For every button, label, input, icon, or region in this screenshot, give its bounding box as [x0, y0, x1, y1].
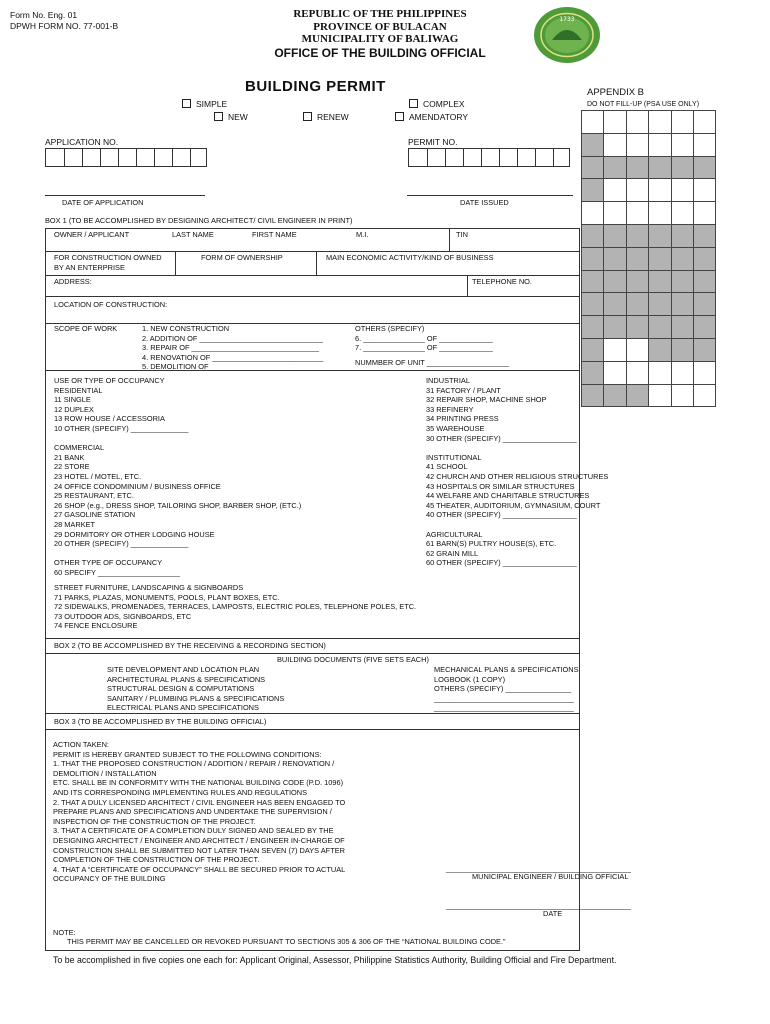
new-option[interactable]: NEW [214, 112, 248, 122]
condition-line: CONSTRUCTION SHALL BE SUBMITTED NOT LATER THAN SEVEN (7) DAYS AFTER [53, 845, 345, 855]
psa-grid-row [582, 270, 716, 293]
psa-grid-cell [582, 224, 604, 247]
psa-grid-cell [626, 247, 648, 270]
occupancy-item: 62 GRAIN MILL [426, 548, 479, 558]
condition-line: PERMIT IS HEREBY GRANTED SUBJECT TO THE FOLLOWING CONDITIONS: [53, 749, 322, 759]
psa-grid-row [582, 202, 716, 225]
box3-title: BOX 3 (TO BE ACCOMPLISHED BY THE BUILDING OFFICIAL) [54, 717, 267, 726]
occupancy-item: 32 REPAIR SHOP, MACHINE SHOP [426, 395, 547, 405]
psa-grid-cell [693, 202, 715, 225]
occupancy-left-list [54, 376, 301, 577]
psa-grid-cell [582, 156, 604, 179]
psa-grid-cell [649, 338, 671, 361]
occupancy-item: 35 WAREHOUSE [426, 423, 485, 433]
psa-grid-cell [626, 384, 648, 407]
street-furniture-list [54, 583, 416, 631]
psa-grid-row [582, 111, 716, 134]
province-line: PROVINCE OF BULACAN [313, 20, 447, 33]
street-furniture-item: 74 FENCE ENCLOSURE [54, 621, 138, 631]
psa-grid-cell [671, 111, 693, 134]
psa-grid-cell [671, 384, 693, 407]
form-of-ownership-label: FORM OF OWNERSHIP [201, 253, 283, 262]
occupancy-item: 21 BANK [54, 452, 85, 462]
psa-grid-cell [649, 111, 671, 134]
psa-grid-cell [582, 293, 604, 316]
occupancy-item: INSTITUTIONAL [426, 452, 482, 462]
occupancy-item: 30 OTHER (SPECIFY) __________________ [426, 433, 577, 443]
building-documents-title: BUILDING DOCUMENTS (FIVE SETS EACH) [277, 655, 429, 664]
occupancy-item: 61 BARN(S) PULTRY HOUSE(S), ETC. [426, 539, 557, 549]
scope-item: 2. ADDITION OF ______________________________ [142, 333, 323, 343]
psa-grid-cell [693, 224, 715, 247]
psa-grid-cell [626, 179, 648, 202]
occupancy-item: 28 MARKET [54, 519, 96, 529]
psa-grid-row [582, 247, 716, 270]
scope-right-list [355, 324, 493, 353]
occupancy-item: 12 DUPLEX [54, 404, 94, 414]
occupancy-item: RESIDENTIAL [54, 385, 103, 395]
document-item: STRUCTURAL DESIGN & COMPUTATIONS [107, 684, 255, 694]
date-of-application-label: DATE OF APPLICATION [62, 198, 144, 207]
document-item: __________________________________ [434, 703, 574, 713]
date-of-application-line[interactable] [45, 195, 205, 196]
psa-grid-cell [671, 338, 693, 361]
scope-other-item: OTHERS (SPECIFY) [355, 324, 425, 333]
psa-grid-cell [604, 133, 626, 156]
occupancy-item: 24 OFFICE CONDOMINIUM / BUSINESS OFFICE [54, 481, 221, 491]
scope-item: 3. REPAIR OF _______________________________ [142, 343, 319, 353]
scope-other-item: 6. _______________ OF _____________ [355, 333, 493, 343]
svg-text:1733: 1733 [559, 16, 575, 23]
psa-grid-cell [582, 179, 604, 202]
psa-grid-cell [604, 224, 626, 247]
occupancy-right-list [426, 376, 608, 568]
psa-grid-cell [693, 179, 715, 202]
scope-item: 5. DEMOLITION OF ___________________________ [142, 362, 322, 372]
psa-grid-cell [582, 338, 604, 361]
psa-grid-cell [693, 361, 715, 384]
psa-grid-cell [626, 202, 648, 225]
psa-grid-row [582, 179, 716, 202]
occupancy-item: 22 STORE [54, 462, 90, 472]
occupancy-item: 34 PRINTING PRESS [426, 414, 499, 424]
occupancy-item: INDUSTRIAL [426, 376, 470, 385]
documents-right-list [434, 665, 579, 713]
occupancy-item: 42 CHURCH AND OTHER RELIGIOUS STRUCTURES [426, 471, 609, 481]
occupancy-item [426, 520, 608, 530]
condition-line: 1. THAT THE PROPOSED CONSTRUCTION / ADDITION / REPAIR / RENOVATION / [53, 759, 335, 769]
psa-grid-cell [582, 111, 604, 134]
document-item: ARCHITECTURAL PLANS & SPECIFICATIONS [107, 674, 266, 684]
office-title: OFFICE OF THE BUILDING OFFICIAL [274, 46, 486, 60]
tin-label: TIN [456, 230, 468, 239]
scope-of-work-label: SCOPE OF WORK [54, 324, 118, 333]
occupancy-item: 44 WELFARE AND CHARITABLE STRUCTURES [426, 491, 590, 501]
psa-grid-row [582, 224, 716, 247]
condition-line: 2. THAT A DULY LICENSED ARCHITECT / CIVIL ENGINEER HAS BEEN ENGAGED TO [53, 797, 346, 807]
psa-grid-cell [649, 247, 671, 270]
psa-grid-cell [671, 156, 693, 179]
psa-grid-row [582, 293, 716, 316]
psa-grid-cell [693, 133, 715, 156]
scope-item: 1. NEW CONSTRUCTION [142, 324, 230, 333]
condition-line: OCCUPANCY OF THE BUILDING [53, 874, 166, 884]
simple-checkbox[interactable] [182, 99, 191, 108]
psa-grid-cell [604, 202, 626, 225]
psa-grid-cell [649, 133, 671, 156]
psa-grid-cell [626, 270, 648, 293]
psa-note: DO NOT FILL-UP (PSA USE ONLY) [587, 101, 700, 108]
telephone-label: TELEPHONE NO. [472, 277, 532, 286]
condition-line: ACTION TAKEN: [53, 740, 109, 749]
occupancy-item: 27 GASOLINE STATION [54, 510, 136, 520]
municipal-seal [532, 6, 602, 64]
complex-checkbox[interactable] [409, 99, 418, 108]
psa-grid-cell [604, 156, 626, 179]
psa-grid-cell [671, 316, 693, 339]
psa-grid-cell [626, 224, 648, 247]
psa-grid-cell [626, 361, 648, 384]
street-furniture-item: 73 OUTDOOR ADS, SIGNBOARDS, ETC [54, 611, 192, 621]
amendatory-option[interactable]: AMENDATORY [395, 112, 468, 122]
location-label: LOCATION OF CONSTRUCTION: [54, 300, 168, 309]
last-name-label: LAST NAME [172, 230, 214, 239]
psa-grid-cell [626, 156, 648, 179]
condition-line: DEMOLITION / INSTALLATION [53, 768, 157, 778]
occupancy-item: 26 SHOP (e.g., DRESS SHOP, TAILORING SHOP, BARBER SHOP, (ETC.) [54, 500, 302, 510]
document-title: BUILDING PERMIT [245, 78, 386, 95]
engineer-label: MUNICIPAL ENGINEER / BUILDING OFFICIAL [472, 872, 629, 881]
psa-grid-cell [693, 270, 715, 293]
occupancy-item: 41 SCHOOL [426, 462, 468, 472]
street-furniture-item: 71 PARKS, PLAZAS, MONUMENTS, POOLS, PLANT BOXES, ETC. [54, 592, 280, 602]
psa-grid-cell [693, 384, 715, 407]
psa-grid-cell [626, 338, 648, 361]
psa-grid-cell [649, 316, 671, 339]
psa-grid-cell [626, 133, 648, 156]
occupancy-item: 40 OTHER (SPECIFY) __________________ [426, 510, 577, 520]
date-label: DATE [543, 909, 563, 918]
application-no-label: APPLICATION NO. [45, 137, 119, 147]
psa-grid-cell [693, 293, 715, 316]
condition-line: AND ITS CORRESPONDING IMPLEMENTING RULES AND REGULATIONS [53, 787, 308, 797]
psa-grid-cell [693, 111, 715, 134]
amendatory-checkbox[interactable] [395, 112, 404, 121]
document-item: OTHERS (SPECIFY) ________________ [434, 684, 572, 694]
simple-option[interactable]: SIMPLE [182, 99, 227, 109]
note-label: NOTE: [53, 928, 76, 937]
psa-grid-cell [671, 224, 693, 247]
psa-grid-cell [582, 316, 604, 339]
header-block [190, 8, 570, 46]
condition-line: 3. THAT A CERTIFICATE OF A COMPLETION DULY SIGNED AND SEALED BY THE [53, 826, 334, 836]
psa-grid-row [582, 338, 716, 361]
document-item: MECHANICAL PLANS & SPECIFICATIONS [434, 665, 579, 674]
occupancy-item [426, 443, 608, 453]
occupancy-item: USE OR TYPE OF OCCUPANCY [54, 376, 165, 385]
psa-grid-cell [604, 316, 626, 339]
footer-note: To be accomplished in five copies one each for: Applicant Original, Assessor, Philippine Statistics Authority, Building Official and Fire Department. [53, 955, 617, 965]
action-taken-list [53, 740, 345, 884]
note-text: THIS PERMIT MAY BE CANCELLED OR REVOKED PURSUANT TO SECTIONS 305 & 306 OF THE “NATIONAL BUILDING CODE.” [67, 937, 506, 946]
psa-grid-cell [671, 293, 693, 316]
scope-item: 4. RENOVATION OF ___________________________ [142, 352, 324, 362]
psa-grid-cell [604, 179, 626, 202]
occupancy-item [54, 549, 301, 559]
occupancy-item: COMMERCIAL [54, 443, 105, 453]
box1-title: BOX 1 (TO BE ACCOMPLISHED BY DESIGNING ARCHITECT/ CIVIL ENGINEER IN PRINT) [45, 216, 353, 225]
condition-line: PREPARE PLANS AND SPECIFICATIONS AND UNDERTAKE THE SUPERVISION / [53, 807, 332, 817]
date-issued-line[interactable] [407, 195, 573, 196]
psa-grid-cell [604, 247, 626, 270]
psa-grid-cell [671, 133, 693, 156]
box2-title: BOX 2 (TO BE ACCOMPLISHED BY THE RECEIVING & RECORDING SECTION) [54, 641, 326, 650]
psa-grid-cell [582, 202, 604, 225]
psa-grid-cell [582, 247, 604, 270]
psa-grid-cell [649, 270, 671, 293]
scope-other-item: 7. _______________ OF _____________ [355, 343, 493, 353]
renew-checkbox[interactable] [303, 112, 312, 121]
psa-use-grid [581, 110, 716, 407]
occupancy-item: 29 DORMITORY OR OTHER LODGING HOUSE [54, 529, 215, 539]
psa-grid-cell [693, 156, 715, 179]
occupancy-item: OTHER TYPE OF OCCUPANCY [54, 558, 163, 568]
municipality-line: MUNICIPALITY OF BALIWAG [301, 33, 459, 46]
street-furniture-item: 72 SIDEWALKS, PROMENADES, TERRACES, LAMPOSTS, ELECTRIC POLES, TELEPHONE POLES, ETC. [54, 602, 417, 612]
mi-label: M.I. [356, 230, 369, 239]
occupancy-item: 60 SPECIFY ____________________ [54, 567, 181, 577]
occupancy-item: 43 HOSPITALS OR SIMILAR STRUCTURES [426, 481, 575, 491]
for-construction-label: FOR CONSTRUCTION OWNED BY AN ENTERPRISE [54, 253, 162, 272]
address-label: ADDRESS: [54, 277, 92, 286]
occupancy-item: 10 OTHER (SPECIFY) ______________ [54, 423, 189, 433]
street-furniture-item: STREET FURNITURE, LANDSCAPING & SIGNBOARDS [54, 583, 244, 592]
psa-grid-cell [604, 111, 626, 134]
psa-grid-cell [649, 293, 671, 316]
condition-line: INSPECTION OF THE CONSTRUCTION OF THE PROJECT. [53, 816, 256, 826]
date-issued-label: DATE ISSUED [460, 198, 509, 207]
psa-grid-cell [604, 270, 626, 293]
psa-grid-cell [604, 293, 626, 316]
document-item: ELECTRICAL PLANS AND SPECIFICATIONS [107, 703, 259, 713]
psa-grid-cell [693, 338, 715, 361]
engineer-signature-line[interactable]: _____________________________________________ [446, 864, 631, 873]
documents-left-list [107, 665, 284, 713]
psa-grid-cell [671, 179, 693, 202]
occupancy-item: 23 HOTEL / MOTEL, ETC. [54, 471, 142, 481]
republic-line: REPUBLIC OF THE PHILIPPINES [293, 8, 467, 20]
document-item: SANITARY / PLUMBING PLANS & SPECIFICATIONS [107, 693, 285, 703]
occupancy-item: AGRICULTURAL [426, 529, 483, 539]
psa-grid-cell [626, 293, 648, 316]
permit-no-boxes[interactable] [408, 148, 570, 167]
psa-grid-cell [693, 316, 715, 339]
psa-grid-cell [649, 202, 671, 225]
psa-grid-cell [649, 156, 671, 179]
psa-grid-cell [582, 133, 604, 156]
psa-grid-cell [626, 111, 648, 134]
occupancy-item: 11 SINGLE [54, 395, 91, 405]
psa-grid-cell [626, 316, 648, 339]
occupancy-item: 33 REFINERY [426, 404, 474, 414]
psa-grid-cell [582, 270, 604, 293]
psa-grid-cell [693, 247, 715, 270]
psa-grid-cell [649, 361, 671, 384]
document-item: __________________________________ [434, 693, 574, 703]
psa-grid-row [582, 133, 716, 156]
psa-grid-row [582, 156, 716, 179]
psa-grid-cell [671, 202, 693, 225]
occupancy-item: 20 OTHER (SPECIFY) ______________ [54, 539, 189, 549]
condition-line: COMPLETION OF THE CONSTRUCTION OF THE PROJECT. [53, 855, 260, 865]
occupancy-item: 13 ROW HOUSE / ACCESSORIA [54, 414, 165, 424]
renew-option[interactable]: RENEW [303, 112, 349, 122]
first-name-label: FIRST NAME [252, 230, 297, 239]
complex-option[interactable]: COMPLEX [409, 99, 465, 109]
owner-label: OWNER / APPLICANT [54, 230, 130, 239]
psa-grid-cell [649, 179, 671, 202]
occupancy-item: 25 RESTAURANT, ETC. [54, 491, 134, 501]
condition-line: 4. THAT A “CERTIFICATE OF OCCUPANCY” SHALL BE SECURED PRIOR TO ACTUAL [53, 864, 346, 874]
psa-grid-cell [671, 361, 693, 384]
condition-line: ETC. SHALL BE IN CONFORMITY WITH THE NATIONAL BUILDING CODE (P.D. 1096) [53, 778, 344, 788]
occupancy-item [54, 434, 301, 444]
occupancy-item: 31 FACTORY / PLANT [426, 385, 501, 395]
dpwh-form-number: DPWH FORM NO. 77-001-B [10, 21, 119, 31]
main-economic-activity-label: MAIN ECONOMIC ACTIVITY/KIND OF BUSINESS [326, 253, 494, 262]
psa-grid-row [582, 316, 716, 339]
psa-grid-cell [649, 224, 671, 247]
new-checkbox[interactable] [214, 112, 223, 121]
application-no-boxes[interactable] [45, 148, 207, 167]
psa-grid-cell [671, 247, 693, 270]
document-item: SITE DEVELOPMENT AND LOCATION PLAN [107, 665, 260, 674]
occupancy-item: 60 OTHER (SPECIFY) __________________ [426, 558, 577, 568]
psa-grid-cell [671, 270, 693, 293]
document-item: LOGBOOK (1 COPY) [434, 674, 506, 684]
scope-left-list [142, 324, 323, 372]
psa-grid-cell [604, 338, 626, 361]
condition-line: DESIGNING ARCHITECT / ENGINEER AND ARCHITECT / ENGINEER IN-CHARGE OF [53, 835, 345, 845]
number-of-unit-label: NUMMBER OF UNIT ____________________ [355, 358, 509, 367]
permit-no-label: PERMIT NO. [408, 137, 458, 147]
form-number: Form No. Eng. 01 [10, 10, 78, 20]
occupancy-item: 45 THEATER, AUDITORIUM, GYMNASIUM, COURT [426, 500, 601, 510]
psa-grid-cell [649, 384, 671, 407]
appendix-label: APPENDIX B [587, 87, 645, 98]
date-signature-line[interactable]: _____________________________________________ [446, 901, 631, 910]
